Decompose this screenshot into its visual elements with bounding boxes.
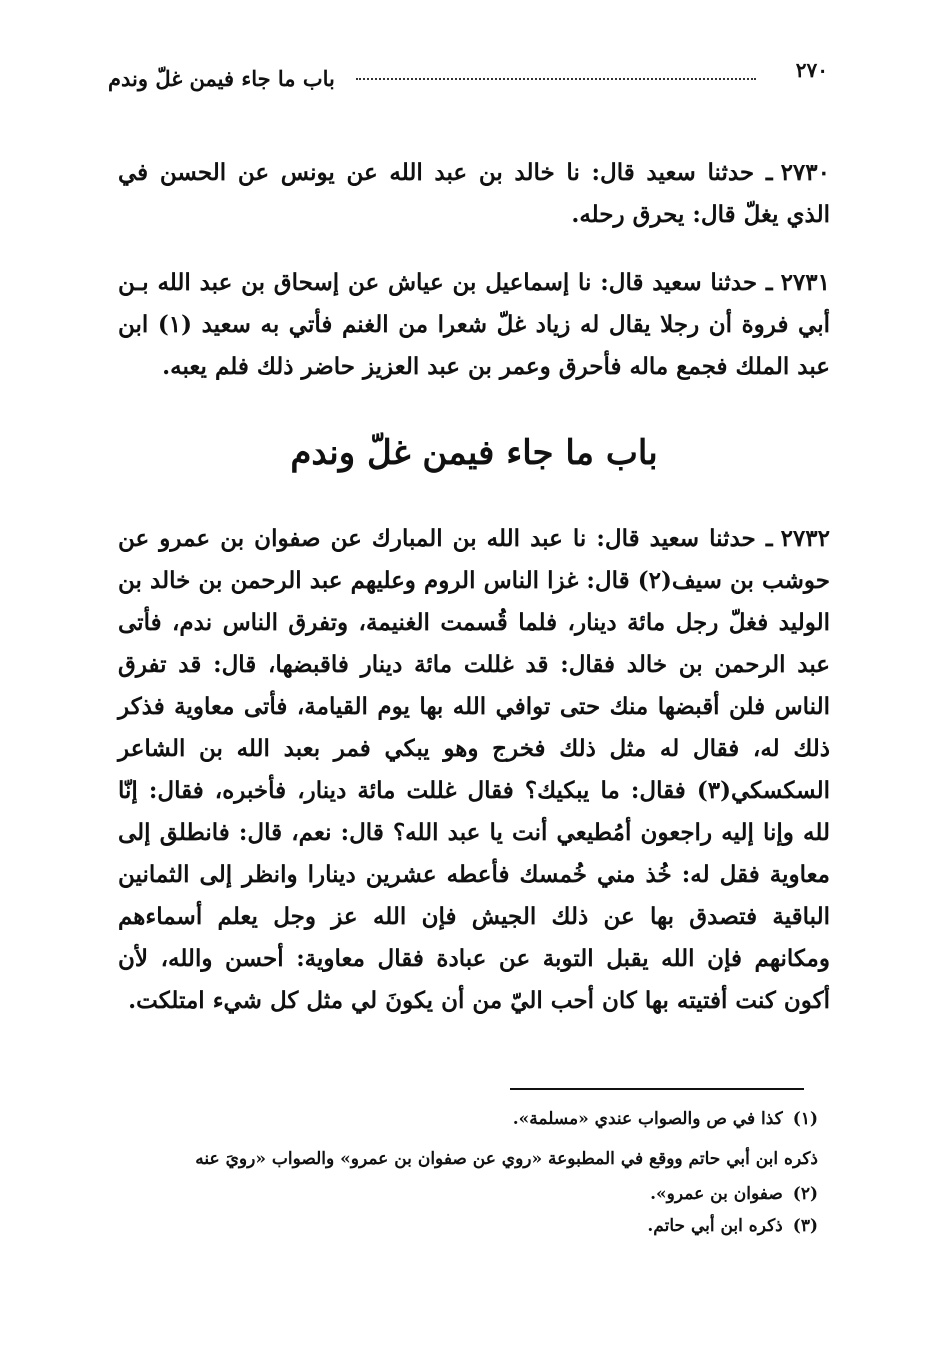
footnote-2-line1: [118, 1145, 818, 1173]
hadith-text-part2: قال: غزا الناس الروم وعليهم عبد الرحمن بن خالد بن الوليد فغلّ رجل مائة دينار، فلما قُسمت الغنيمة، وتفرق الناس ندم، فأتى عبد الرحمن بن خالد فقال: قد غللت مائة دينار فاقبضها، قال: قد تفرق الناس فلن أقبضها منك حتى توافي الله بها يوم القيامة، فأتى معاوية فذكر ذلك له، فقال له مثل ذلك فخرج وهو يبكي فمر بعبد الله بن الشاعر السكسكي: [118, 567, 830, 804]
hadith-text: ـ حدثنا سعيد قال: نا إسماعيل بن عياش عن إسحاق بن عبد الله بـن أبي فروة أن رجلا يقال له زياد غلّ شعرا من الغنم فأتي به سعيد: [118, 269, 830, 338]
footnote-1: [118, 1105, 818, 1133]
footnote-mark: (١): [792, 1109, 818, 1129]
footnote-ref-3: (٣): [696, 777, 731, 804]
hadith-text-part1: ـ حدثنا سعيد قال: نا عبد الله بن المبارك عن صفوان بن عمرو عن حوشب بن سيف: [118, 525, 830, 594]
header-dotted-leader: [356, 78, 756, 80]
footnote-text: كذا في ص والصواب عندي «مسلمة».: [512, 1109, 783, 1129]
footnote-text: صفوان بن عمرو».: [650, 1184, 783, 1204]
hadith-2732: [118, 518, 830, 1022]
page-header: [108, 58, 828, 98]
running-title: باب ما جاء فيمن غلّ وندم: [108, 66, 335, 91]
footnote-mark: (٣): [792, 1216, 818, 1236]
hadith-text-part3: فقال: ما يبكيك؟ فقال غللت مائة دينار، فأخبره، فقال: إنّا لله وإنا إليه راجعون أمُطيعي أنت يا عبد الله؟ قال: نعم، قال: فانطلق إلى معاوية فقل له: خُذ مني خُمسك فأعطه عشرين دينارا وانظر إلى الثمانين الباقية فتصدق بها عن ذلك الجيش فإن الله عز وجل يعلم أسماءهم ومكانهم فإن الله يقبل التوبة عن عبادة فقال معاوية: أحسن والله، لأن أكون كنت أفتيته بها كان أحب اليّ من أن يكونَ لي مثل كل شيء امتلكت.: [118, 777, 830, 1014]
footnote-ref-1: (١): [157, 311, 193, 338]
hadith-number: ٢٧٣٢: [780, 525, 830, 552]
page-number: ٢٧٠: [795, 58, 828, 82]
footnote-separator: [510, 1088, 804, 1090]
hadith-2730: [118, 152, 830, 236]
footnote-text: ذكره ابن أبي حاتم.: [647, 1216, 783, 1236]
hadith-text-continued: ابن عبد الملك فجمع ماله فأحرق وعمر بن عبد العزيز حاضر ذلك فلم يعبه.: [118, 311, 830, 380]
hadith-number: ٢٧٣٠: [780, 159, 830, 186]
footnote-3: [118, 1212, 818, 1240]
footnote-ref-2: (٢): [637, 567, 672, 594]
hadith-2731: [118, 262, 830, 388]
chapter-heading: باب ما جاء فيمن غلّ وندم: [290, 433, 658, 473]
footnote-text: ذكره ابن أبي حاتم ووقع في المطبوعة «روي عن صفوان بن عمرو» والصواب «رويَ عنه: [195, 1149, 818, 1169]
hadith-number: ٢٧٣١: [780, 269, 830, 296]
footnote-mark: (٢): [792, 1184, 818, 1204]
hadith-text: ـ حدثنا سعيد قال: نا خالد بن عبد الله عن يونس عن الحسن في الذي يغلّ قال: يحرق رحله.: [118, 159, 830, 228]
footnote-2: [118, 1180, 818, 1208]
